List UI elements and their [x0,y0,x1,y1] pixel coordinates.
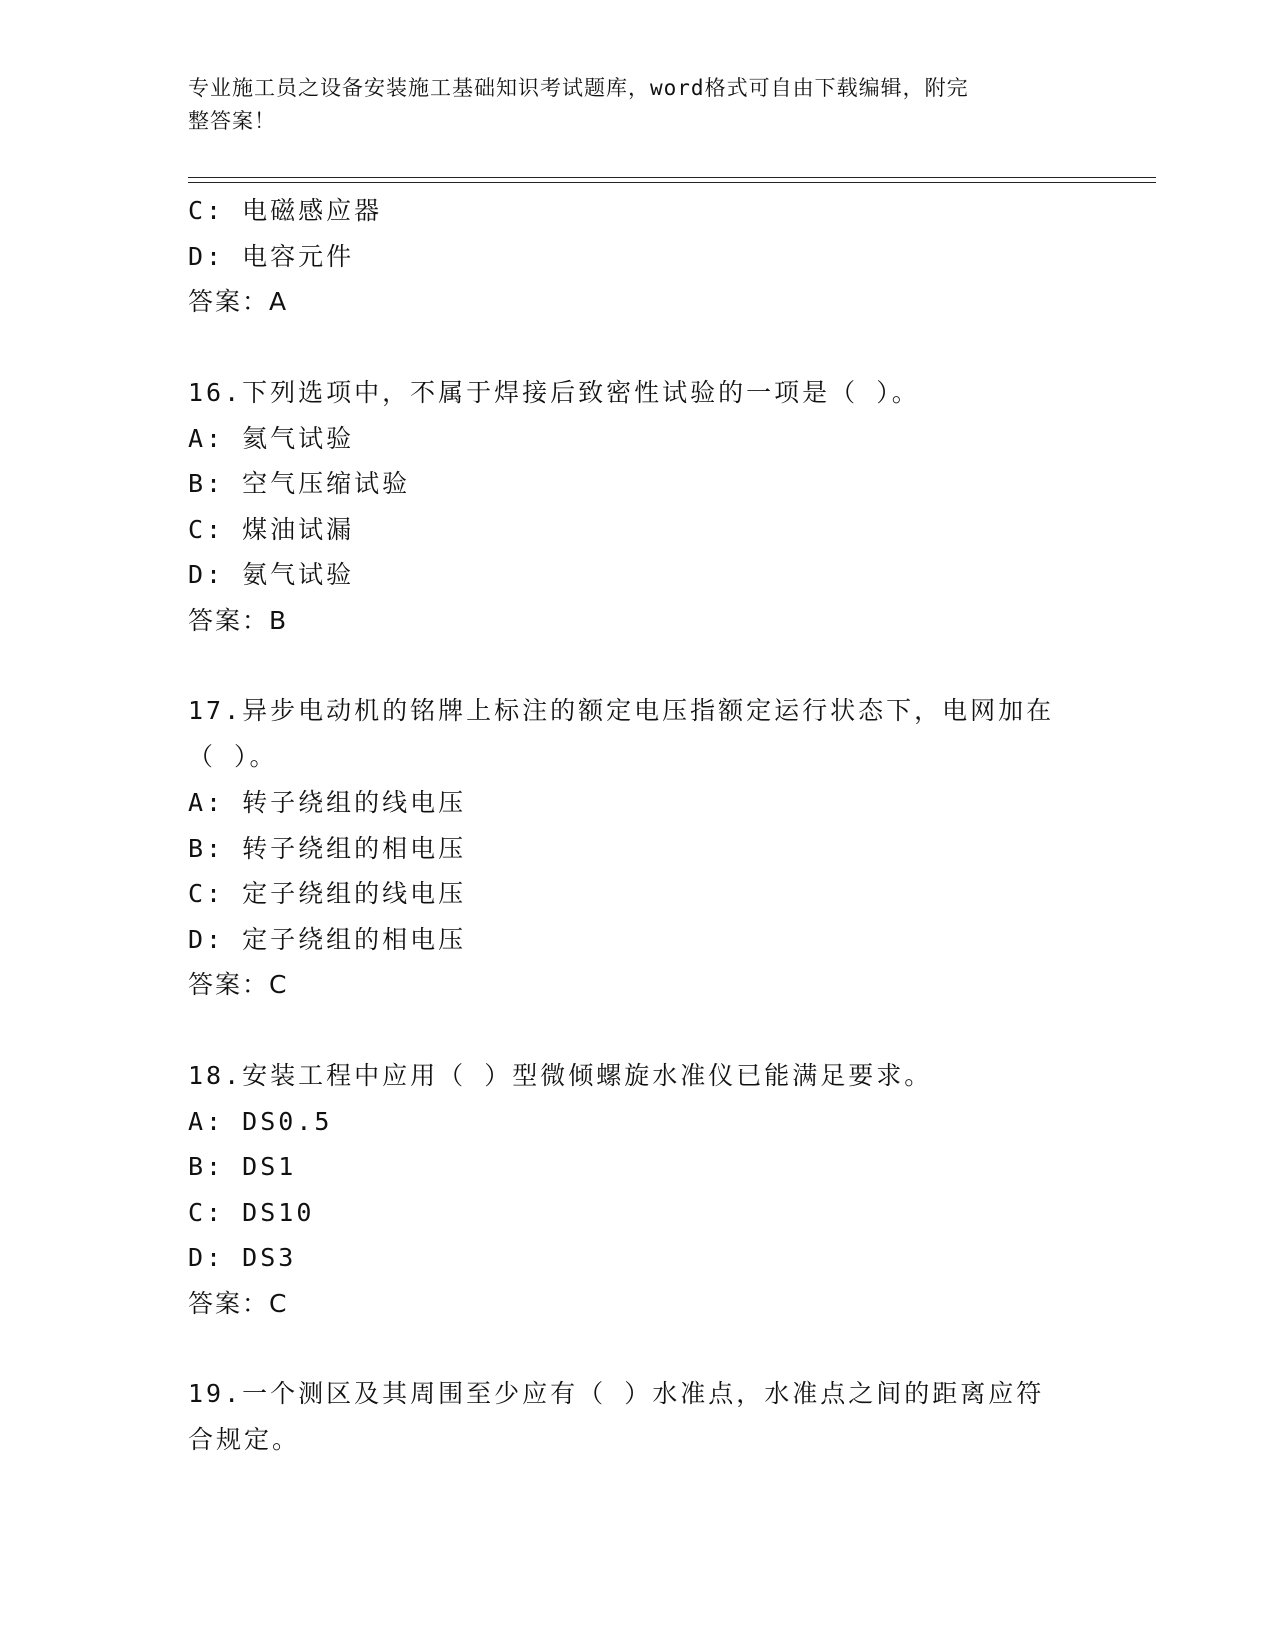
question-stem: 19.一个测区及其周围至少应有（ ）水准点，水准点之间的距离应符 [188,1379,1045,1408]
answer-line: 答案：A [188,287,289,316]
option-text: 氨气试验 [242,560,355,589]
option-a [188,780,1088,826]
option-text: DS3 [242,1243,297,1272]
option-d [188,917,1088,963]
option-a [188,416,1088,462]
option-text: DS0.5 [242,1106,333,1136]
document-body [188,188,1088,1463]
option-letter: D: [188,924,225,954]
option-letter: D: [188,560,225,589]
option-text: DS1 [242,1152,297,1181]
option-c [188,507,1088,553]
answer-line: 答案：B [188,605,289,635]
option-d [188,1235,1088,1281]
option-letter: D: [188,1243,225,1272]
answer-line: 答案：C [188,970,289,999]
option-d [188,552,1088,598]
header-line-1: 专业施工员之设备安装施工基础知识考试题库，word格式可自由下载编辑，附完 [188,76,969,100]
option-text: 空气压缩试验 [242,469,411,498]
option-text: 定子绕组的线电压 [242,879,467,908]
option-letter: C: [188,196,225,225]
question-17 [188,688,1088,1008]
header-divider-top [188,177,1156,178]
header-divider-bottom [188,182,1156,183]
option-text: 氦气试验 [242,423,355,453]
option-letter: D: [188,241,225,271]
option-letter: C: [188,514,225,544]
question-18 [188,1053,1088,1327]
option-text: 煤油试漏 [242,514,355,544]
option-b [188,826,1088,872]
option-letter: B: [188,469,225,498]
question-stem: 16.下列选项中，不属于焊接后致密性试验的一项是（ ）。 [188,377,920,407]
question-stem-cont: （ ）。 [188,742,278,771]
option-a [188,1099,1088,1145]
document-header [188,72,1068,138]
option-text: 转子绕组的相电压 [242,833,467,863]
option-letter: C: [188,1197,225,1227]
question-19 [188,1371,1088,1463]
option-c [188,1190,1088,1236]
option-c [188,871,1088,917]
question-stem: 18.安装工程中应用（ ）型微倾螺旋水准仪已能满足要求。 [188,1060,933,1090]
option-letter: B: [188,1152,225,1181]
option-d [188,234,1088,280]
answer-line: 答案：C [188,1288,289,1318]
option-c [188,188,1088,234]
option-text: 定子绕组的相电压 [242,924,467,954]
option-text: 电磁感应器 [242,196,383,225]
option-b [188,1144,1088,1190]
option-letter: A: [188,788,225,817]
option-letter: A: [188,1106,225,1136]
option-text: 转子绕组的线电压 [242,788,467,817]
option-letter: A: [188,423,225,453]
header-line-2: 整答案！ [188,109,276,133]
option-b [188,461,1088,507]
question-16 [188,370,1088,644]
option-letter: B: [188,833,225,863]
question-stem-cont: 合规定。 [188,1425,301,1454]
prev-question-block [188,188,1088,325]
option-text: DS10 [242,1197,315,1227]
question-stem: 17.异步电动机的铭牌上标注的额定电压指额定运行状态下，电网加在 [188,696,1055,725]
option-text: 电容元件 [242,241,355,271]
option-letter: C: [188,879,225,908]
